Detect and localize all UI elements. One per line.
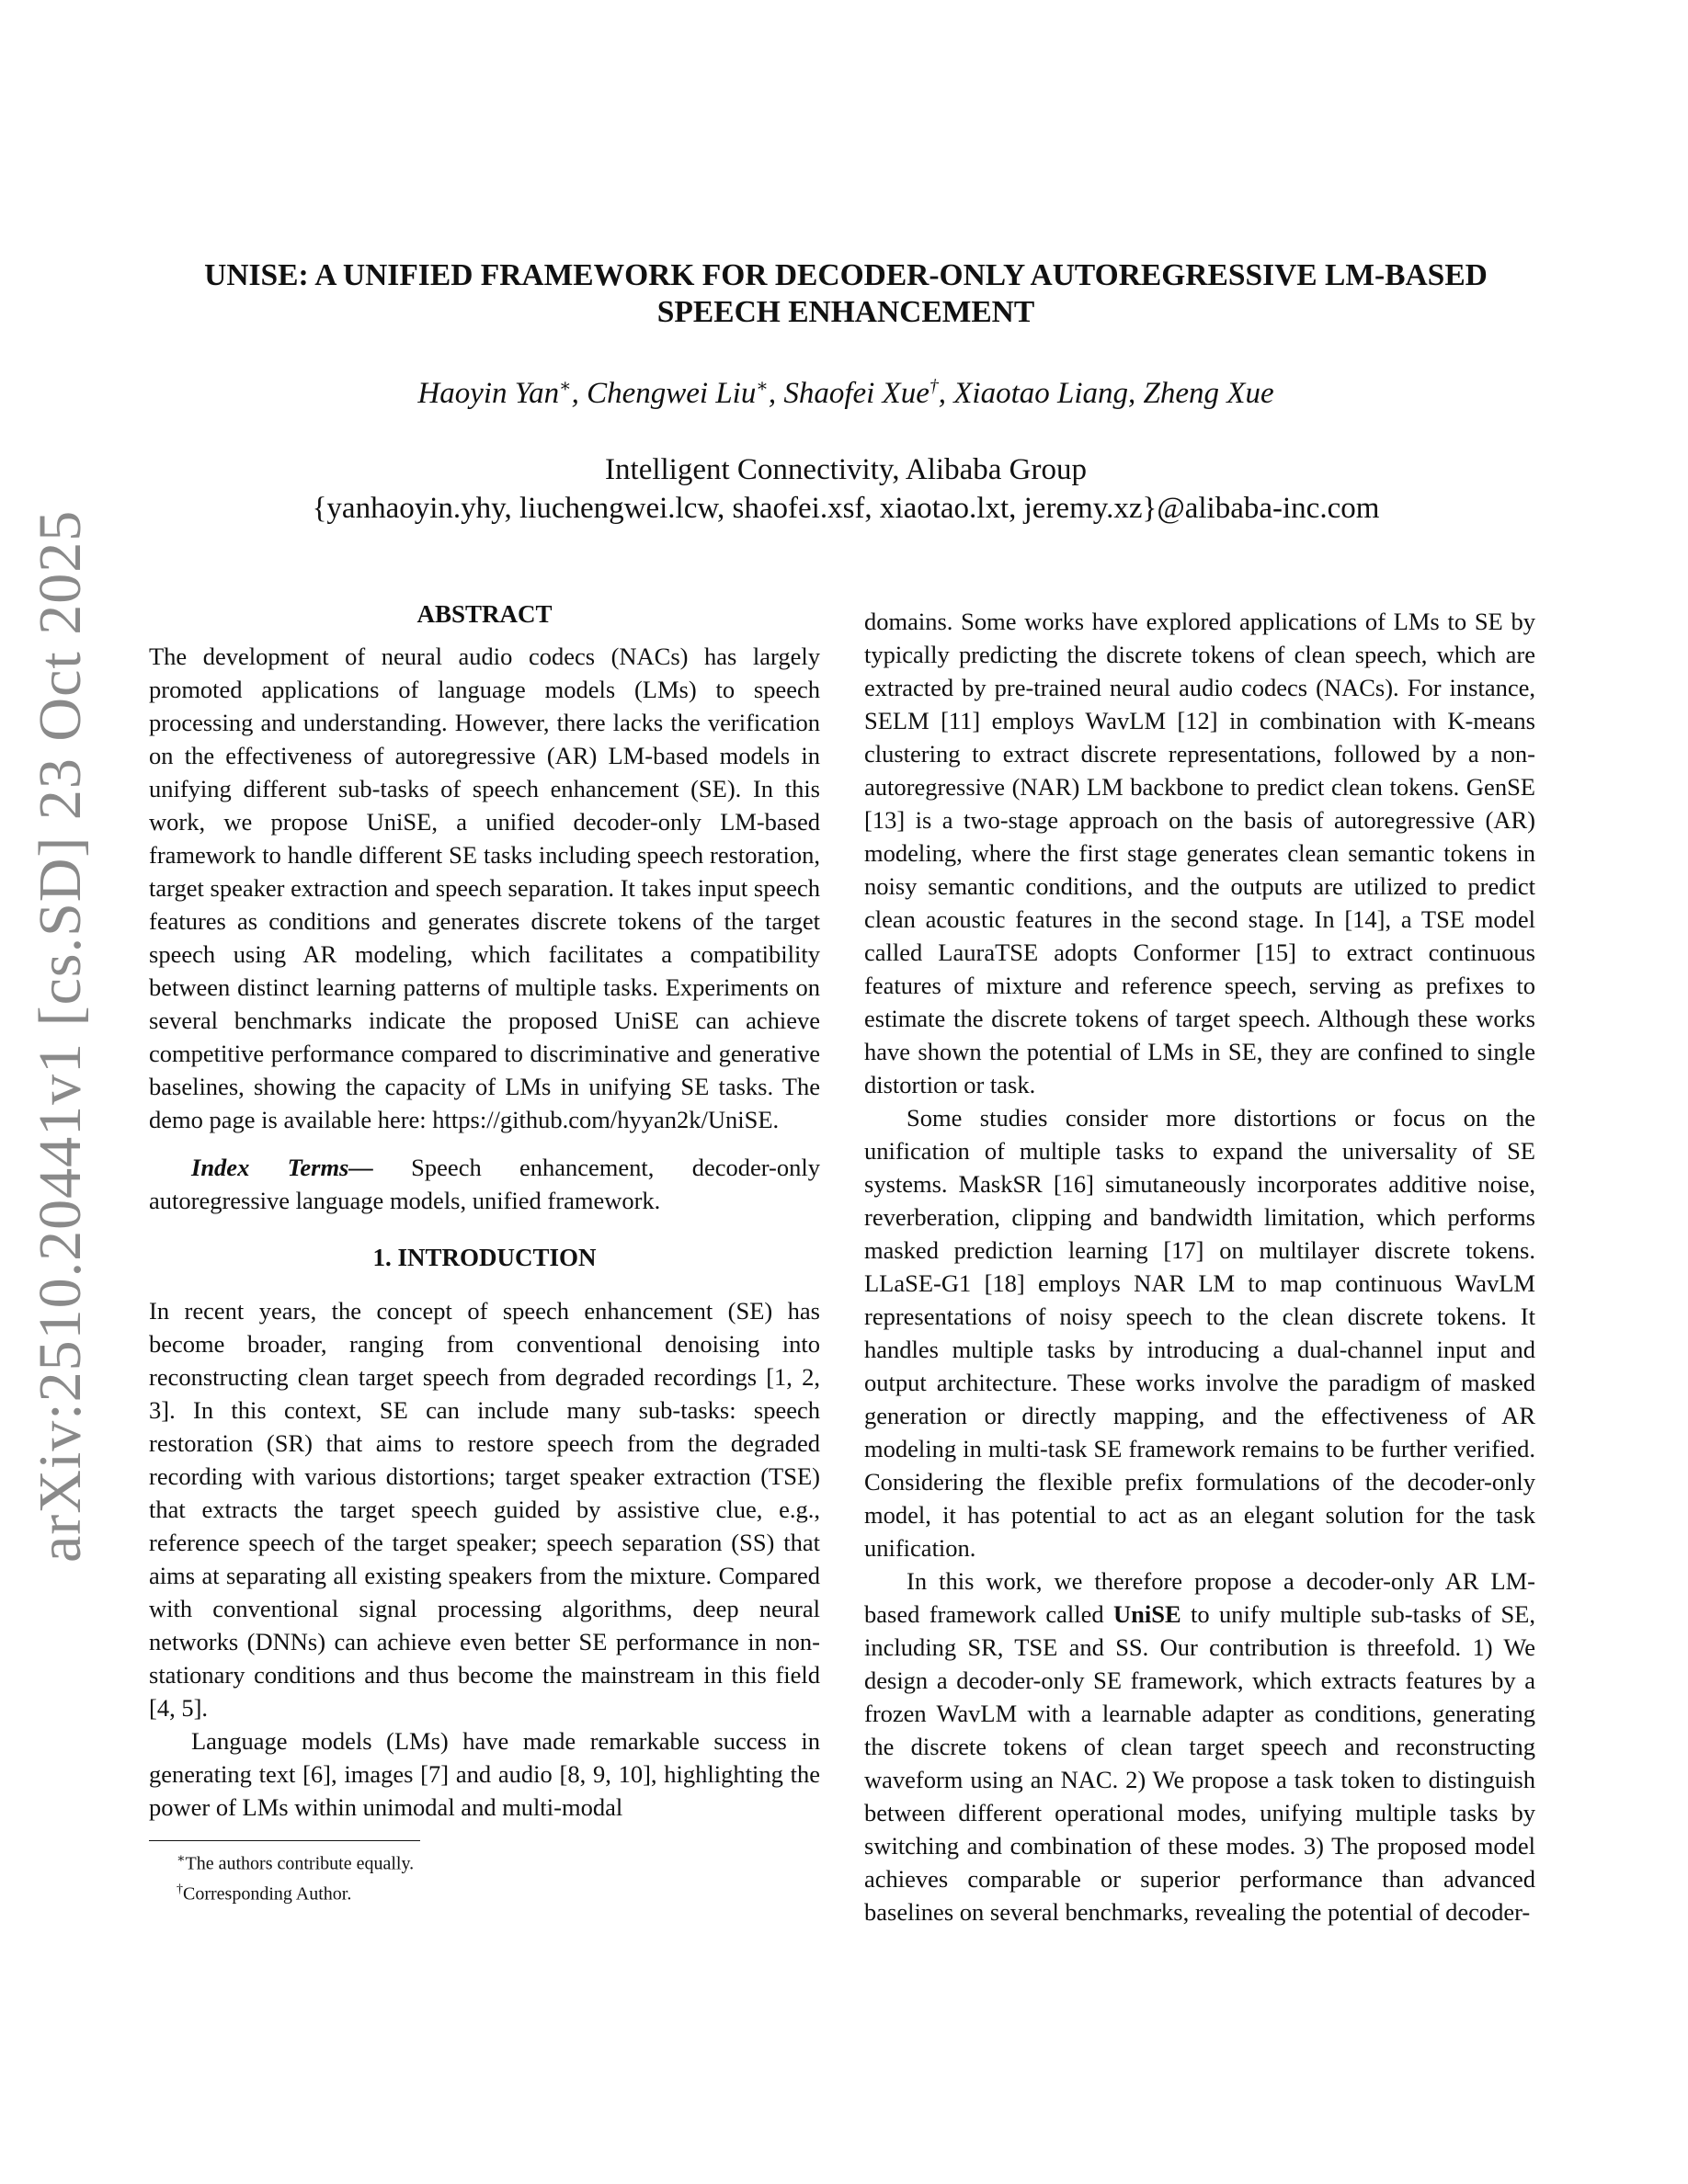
arxiv-identifier-stamp: arXiv:2510.20441v1 [cs.SD] 23 Oct 2025 [27, 509, 94, 1563]
abstract-text: The development of neural audio codecs (NACs) has largely promoted applications of language models (LMs) to speech processing and understanding. However, there lacks the verification on the effectiveness of autoregressive (AR) LM-based models in unifying different sub-tasks of speech enhancement (SE). In this work, we propose UniSE, a unified decoder-only LM-based framework to handle different SE tasks including speech restoration, target speaker extraction and speech separation. It takes input speech features as conditions and generates discrete tokens of the target speech using AR modeling, which facilitates a compatibility between distinct learning patterns of multiple tasks. Experiments on several benchmarks indicate the proposed UniSE can achieve competitive performance compared to discriminative and generative baselines, showing the capacity of LMs in unifying SE tasks. The demo page is available here: https://github.com/hyyan2k/UniSE. [149, 643, 820, 1133]
unise-name-bold: UniSE [1112, 1600, 1181, 1628]
author-emails: {yanhaoyin.yhy, liuchengwei.lcw, shaofei.xsf, xiaotao.lxt, jeremy.xz}@alibaba-inc.com [312, 492, 1380, 525]
paragraph-text: In this work, we therefore propose a decoder-only AR LM-based framework called [864, 1567, 1535, 1628]
footnote-text: The authors contribute equally. [185, 1853, 415, 1874]
intro-paragraph-3: Some studies consider more distortions or focus on the unification of multiple tasks to expand the universality of SE systems. MaskSR [16] simutaneously incorporates additive noise, reverberation, clipping and bandwidth limitation, which performs masked prediction learning [17] on multilayer discrete tokens. LLaSE-G1 [18] employs NAR LM to map continuous WavLM representations of noisy speech to the clean discrete tokens. It handles multiple tasks by introducing a dual-channel input and output architecture. These works involve the paradigm of masked generation or directly mapping, and the effectiveness of AR modeling in multi-task SE framework remains to be further verified. Considering the flexible prefix formulations of the decoder-only model, it has potential to act as an elegant solution for the task unification. [864, 1104, 1535, 1562]
left-column [149, 597, 820, 1906]
author-mark: † [929, 376, 939, 396]
author: Chengwei Liu [587, 377, 757, 410]
footnote-mark: † [177, 1882, 183, 1896]
paper-title [138, 257, 1554, 331]
author: Xiaotao Liang [953, 377, 1129, 410]
author: Zheng Xue [1143, 377, 1274, 410]
footnote-mark: ∗ [177, 1852, 186, 1866]
index-terms-text: Speech enhancement, decoder-only autoregressive language models, unified framework. [149, 1154, 820, 1214]
abstract-heading: ABSTRACT [416, 600, 553, 628]
author-mark: ∗ [756, 376, 769, 396]
paper-title-line-2: SPEECH ENHANCEMENT [656, 295, 1035, 329]
paragraph-text: to unify multiple sub-tasks of SE, including SR, TSE and SS. Our contribution is threefold. 1) We design a decoder-only SE framework, which extracts features by a frozen WavLM with a learnable adapter as conditions, generating the discrete tokens of clean target speech and reconstructing waveform using an NAC. 2) We propose a task token to distinguish between different operational modes, unifying multiple tasks by switching and combination of these modes. 3) The proposed model achieves comparable or superior performance than advanced baselines on several benchmarks, revealing the potential of decoder- [864, 1600, 1535, 1926]
footnote-equal-contribution [149, 1847, 820, 1877]
author: Haoyin Yan [417, 377, 560, 410]
affiliation-block [138, 450, 1554, 528]
author-list: Haoyin Yan∗, Chengwei Liu∗, Shaofei Xue†, Xiaotao Liang, Zheng Xue [417, 376, 1274, 410]
paper-title-line-1: UNISE: A UNIFIED FRAMEWORK FOR DECODER-ONLY AUTOREGRESSIVE LM-BASED [204, 258, 1488, 292]
intro-paragraph-2: Language models (LMs) have made remarkable success in generating text [6], images [7] and audio [8, 9, 10], highlighting the power of LMs within unimodal and multi-modal [149, 1727, 820, 1821]
footnote-divider [149, 1840, 420, 1841]
affiliation-org: Intelligent Connectivity, Alibaba Group [605, 453, 1087, 486]
intro-paragraph-4 [864, 1564, 1535, 1928]
index-terms-label: Index Terms— [191, 1154, 373, 1181]
right-column [864, 605, 1535, 1928]
author-mark: ∗ [559, 376, 572, 396]
author: Shaofei Xue [783, 377, 930, 410]
index-terms [149, 1151, 820, 1217]
introduction-heading: 1. INTRODUCTION [372, 1244, 597, 1271]
footnote-corresponding-author [149, 1877, 820, 1907]
intro-paragraph-1: In recent years, the concept of speech enhancement (SE) has become broader, ranging from conventional denoising into reconstructing clean target speech from degraded recordings [1, 2, 3]. In this context, SE can include many sub-tasks: speech restoration (SR) that aims to restore speech from the degraded recording with various distortions; target speaker extraction (TSE) that extracts the target speech guided by assistive clue, e.g., reference speech of the target speaker; speech separation (SS) that aims at separating all existing speakers from the mixture. Compared with conventional signal processing algorithms, deep neural networks (DNNs) can achieve even better SE performance in non-stationary conditions and thus become the mainstream in this field [4, 5]. [149, 1297, 820, 1722]
footnote-text: Corresponding Author. [183, 1883, 352, 1905]
intro-paragraph-2-continued: domains. Some works have explored applications of LMs to SE by typically predicting the discrete tokens of clean speech, which are extracted by pre-trained neural audio codecs (NACs). For instance, SELM [11] employs WavLM [12] in combination with K-means clustering to extract discrete representations, followed by a non-autoregressive (NAR) LM backbone to predict clean tokens. GenSE [13] is a two-stage approach on the basis of autoregressive (AR) modeling, where the first stage generates clean semantic tokens in noisy semantic conditions, and the outputs are utilized to predict clean acoustic features in the second stage. In [14], a TSE model called LauraTSE adopts Conformer [15] to extract continuous features of mixture and reference speech, serving as prefixes to estimate the discrete tokens of target speech. Although these works have shown the potential of LMs in SE, they are confined to single distortion or task. [864, 608, 1535, 1098]
